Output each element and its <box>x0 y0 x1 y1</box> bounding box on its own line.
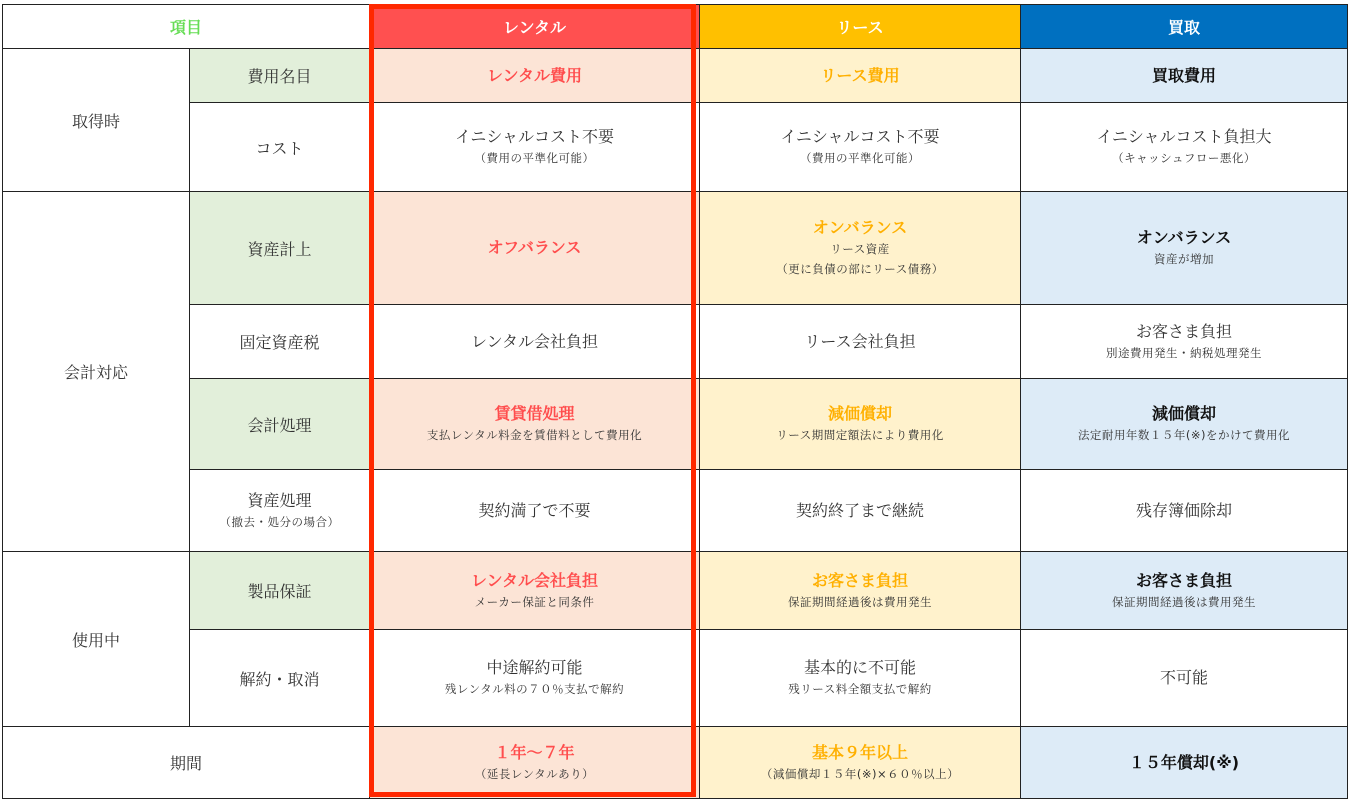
lease-asset-record-note1: リース資産 <box>830 242 890 256</box>
label-expense-name: 費用名目 <box>190 49 370 103</box>
rental-expense-name <box>370 49 700 103</box>
buy-warranty-text: お客さま負担 <box>1135 570 1232 590</box>
lease-warranty-text: お客さま負担 <box>811 570 908 590</box>
rental-warranty-note: メーカー保証と同条件 <box>474 594 595 609</box>
lease-period-note: （減価償却１５年(※)×６０％以上） <box>760 766 960 781</box>
lease-expense-name-text: リース費用 <box>820 65 900 85</box>
buy-cost <box>1021 103 1348 192</box>
rental-cancellation-note: 残レンタル料の７０％支払で解約 <box>444 682 625 696</box>
lease-accounting-process-note: リース期間定額法により費用化 <box>776 428 944 442</box>
rental-period-note: （延長レンタルあり） <box>474 766 595 781</box>
buy-warranty <box>1021 552 1348 630</box>
buy-period-text: １５年償却(※) <box>1128 752 1240 772</box>
row-warranty <box>3 552 1348 630</box>
rental-accounting-process <box>370 379 700 470</box>
lease-property-tax <box>700 305 1021 379</box>
rental-cost-note: （費用の平準化可能） <box>474 151 595 165</box>
lease-asset-record-note2: （更に負債の部にリース債務） <box>776 262 944 276</box>
buy-asset-record-note: 資産が増加 <box>1154 252 1214 266</box>
buy-property-tax <box>1021 305 1348 379</box>
buy-accounting-process <box>1021 379 1348 470</box>
rental-accounting-process-text: 賃貸借処理 <box>494 404 575 423</box>
lease-warranty-note: 保証期間経過後は費用発生 <box>788 594 932 609</box>
label-property-tax: 固定資産税 <box>190 305 370 379</box>
buy-asset-record-text: オンバランス <box>1136 228 1232 247</box>
category-accounting: 会計対応 <box>3 192 190 552</box>
lease-cost-text: イニシャルコスト不要 <box>780 127 940 146</box>
buy-asset-disposal <box>1021 470 1348 552</box>
buy-asset-disposal-text: 残存簿価除却 <box>1135 500 1232 520</box>
buy-cancellation-text: 不可能 <box>1159 668 1208 687</box>
lease-asset-record-text: オンバランス <box>812 218 908 237</box>
header-rental: レンタル <box>370 5 700 49</box>
row-property-tax <box>3 305 1348 379</box>
rental-asset-disposal-text: 契約満了で不要 <box>478 500 591 520</box>
row-asset-disposal <box>3 470 1348 552</box>
row-asset-record <box>3 192 1348 305</box>
row-cost <box>3 103 1348 192</box>
row-period <box>3 727 1348 799</box>
lease-asset-disposal-text: 契約終了まで継続 <box>795 500 924 520</box>
rental-accounting-process-note: 支払レンタル料金を賃借料として費用化 <box>426 428 643 442</box>
lease-cost <box>700 103 1021 192</box>
label-asset-disposal-note: （撤去・処分の場合） <box>219 514 340 529</box>
buy-property-tax-text: お客さま負担 <box>1135 321 1232 341</box>
label-warranty: 製品保証 <box>190 552 370 630</box>
rental-cancellation <box>370 630 700 727</box>
lease-accounting-process-text: 減価償却 <box>827 404 892 423</box>
lease-expense-name <box>700 49 1021 103</box>
lease-cost-note: （費用の平準化可能） <box>800 151 920 165</box>
rental-warranty-text: レンタル会社負担 <box>471 570 598 590</box>
buy-cost-text: イニシャルコスト負担大 <box>1096 127 1272 146</box>
buy-accounting-process-text: 減価償却 <box>1151 404 1216 423</box>
rental-asset-disposal <box>370 470 700 552</box>
label-asset-disposal <box>190 470 370 552</box>
header-lease: リース <box>700 5 1021 49</box>
buy-cancellation <box>1021 630 1348 727</box>
rental-period-text: １年～７年 <box>494 742 575 762</box>
label-asset-disposal-text: 資産処理 <box>247 490 312 510</box>
rental-asset-record <box>370 192 700 305</box>
buy-cost-note: （キャッシュフロー悪化） <box>1112 151 1256 165</box>
row-expense-name <box>3 49 1348 103</box>
comparison-table <box>2 4 1348 799</box>
rental-expense-name-text: レンタル費用 <box>487 65 582 85</box>
category-period: 期間 <box>3 727 370 799</box>
category-acquire: 取得時 <box>3 49 190 192</box>
lease-warranty <box>700 552 1021 630</box>
category-using: 使用中 <box>3 552 190 727</box>
rental-warranty <box>370 552 700 630</box>
rental-cost-text: イニシャルコスト不要 <box>454 127 615 146</box>
label-cost: コスト <box>190 103 370 192</box>
buy-expense-name-text: 買取費用 <box>1151 65 1216 85</box>
label-cancellation: 解約・取消 <box>190 630 370 727</box>
header-row <box>3 5 1348 49</box>
rental-property-tax <box>370 305 700 379</box>
rental-cost <box>370 103 700 192</box>
buy-asset-record <box>1021 192 1348 305</box>
buy-expense-name <box>1021 49 1348 103</box>
lease-cancellation-note: 残リース料全額支払で解約 <box>788 682 932 696</box>
row-cancellation <box>3 630 1348 727</box>
label-asset-record: 資産計上 <box>190 192 370 305</box>
buy-accounting-process-note: 法定耐用年数１５年(※)をかけて費用化 <box>1077 428 1291 442</box>
label-accounting-process: 会計処理 <box>190 379 370 470</box>
row-accounting-process <box>3 379 1348 470</box>
lease-cancellation <box>700 630 1021 727</box>
lease-property-tax-text: リース会社負担 <box>804 331 916 351</box>
lease-cancellation-text: 基本的に不可能 <box>803 658 916 677</box>
rental-cancellation-text: 中途解約可能 <box>486 658 583 677</box>
rental-property-tax-text: レンタル会社負担 <box>471 331 598 351</box>
header-item: 項目 <box>3 5 370 49</box>
lease-asset-disposal <box>700 470 1021 552</box>
lease-period <box>700 727 1021 799</box>
lease-asset-record <box>700 192 1021 305</box>
lease-accounting-process <box>700 379 1021 470</box>
header-buy: 買取 <box>1021 5 1348 49</box>
rental-period <box>370 727 700 799</box>
buy-property-tax-note: 別途費用発生・納税処理発生 <box>1106 345 1262 360</box>
rental-asset-record-text: オフバランス <box>487 238 582 257</box>
buy-period <box>1021 727 1348 799</box>
buy-warranty-note: 保証期間経過後は費用発生 <box>1112 594 1256 609</box>
lease-period-text: 基本９年以上 <box>811 742 908 762</box>
